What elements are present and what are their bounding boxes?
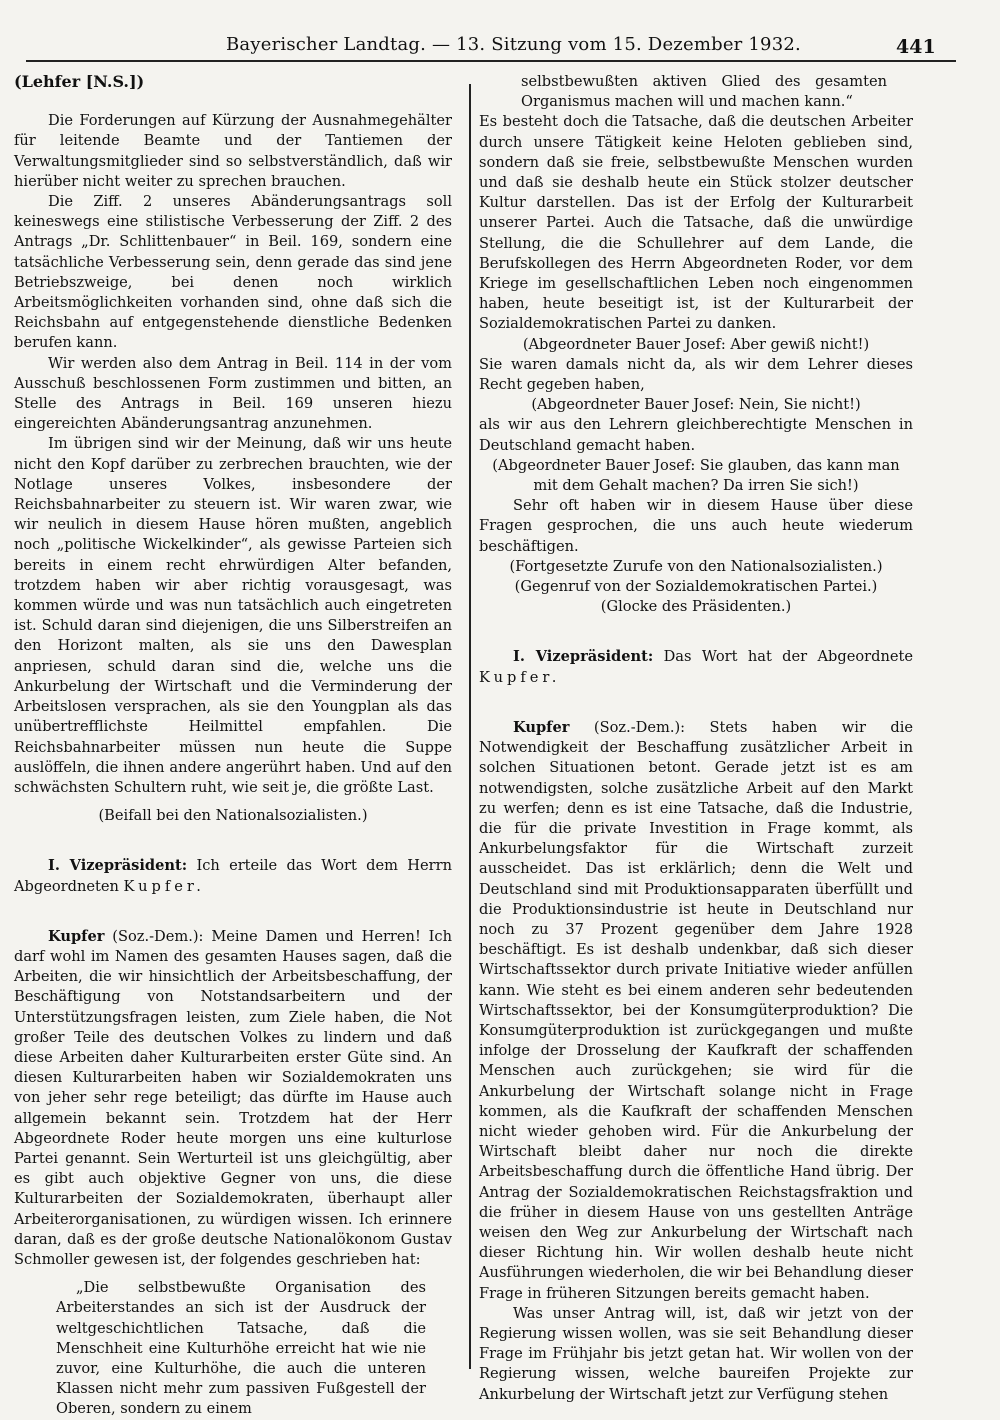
vizepraesident-remark [479, 647, 913, 687]
right-column [479, 72, 913, 1405]
speech-text: Meine Damen und Herren! Ich darf wohl im Namen des gesamten Hauses sagen, daß die Arbeiten, die wir hinsichtlich der Arbeitsbeschaffung, der Beschäftigung von Notstandsarbeitern und der Unterstützungsfragen leisten, zum Ziele haben, die Not großer Teile des deutschen Volkes zu lindern und daß diese Arbeiten daher Kulturarbeiten erster Güte sind. An diesen Kulturarbeiten haben wir Sozialdemokraten uns von jeher sehr rege beteiligt; das dürfte im Hause auch allgemein bekannt sein. Trotzdem hat der Herr Abgeordnete Roder heute morgen uns eine kulturlose Partei genannt. Sein Werturteil ist uns gleichgültig, aber es gibt auch objektive Gegner von uns, die diese Kulturarbeiten der Sozialdemokraten, überhaupt aller Arbeiterorganisationen, zu würdigen wissen. Ich erinnere daran, daß es der große deutsche Nationalökonom Gustav Schmoller gewesen ist, der folgendes geschrieben hat: [14, 927, 452, 1268]
speaker-party: (Soz.-Dem.): [593, 718, 686, 736]
stage-direction: (Gegenruf von der Sozialdemokratischen Partei.) [514, 578, 878, 596]
speech-paragraph [14, 927, 452, 1270]
paragraph: Sehr oft haben wir in diesem Hause über diese Fragen gesprochen, die uns auch heute wiederum beschäftigen. [479, 497, 913, 555]
interjection: (Abgeordneter Bauer Josef: Aber gewiß nicht!) [522, 335, 870, 353]
remark-text: Das Wort hat der Abgeordnete [663, 648, 913, 666]
paragraph: Sie waren damals nicht da, als wir dem Lehrer dieses Recht gegeben haben, [479, 355, 913, 394]
speaker-party: (Soz.-Dem.): [112, 927, 204, 945]
speech-paragraph [479, 718, 913, 1304]
interjection: (Abgeordneter Bauer Josef: Nein, Sie nicht!) [531, 396, 861, 414]
paragraph: Wir werden also dem Antrag in Beil. 114 in der vom Ausschuß beschlossenen Form zustimmen und bitten, an Stelle des Antrags in Beil. 169 unseren hiezu eingereichten Abänderungsantrag anzunehmen. [14, 354, 452, 433]
stage-direction: (Glocke des Präsidenten.) [600, 598, 792, 616]
column-divider [469, 84, 471, 1369]
quotation: „Die selbstbewußte Organisation des Arbeiterstandes an sich ist der Ausdruck der weltgeschichtlichen Tatsache, daß die Menschheit eine Kulturhöhe erreicht hat wie nie zuvor, eine Kulturhöhe, die auch die unteren Klassen nicht mehr zum passiven Fußgestell der Oberen, sondern zu einem [56, 1279, 426, 1418]
page-header [26, 30, 936, 66]
running-title: Bayerischer Landtag. — 13. Sitzung vom 15. Dezember 1932. [226, 34, 801, 55]
left-column [14, 72, 452, 1420]
quotation-continued: selbstbewußten aktiven Glied des gesamten Organismus machen will und machen kann.“ [521, 73, 887, 111]
speaker-name: I. Vizepräsident: [48, 857, 188, 875]
paragraph: Die Forderungen auf Kürzung der Ausnahmegehälter für leitende Beamte und der Tantiemen der Verwaltungsmitglieder sind so selbstverständlich, daß wir hierüber nicht weiter zu sprechen brauchen. [14, 112, 452, 190]
header-rule [26, 60, 956, 62]
paragraph: Was unser Antrag will, ist, daß wir jetzt von der Regierung wissen wollen, was sie seit Behandlung dieser Frage im Frühjahr bis jetzt getan hat. Wir wollen von der Regierung wissen, welche baureifen Projekte zur Ankurbelung der Wirtschaft jetzt zur Verfügung stehen [479, 1304, 913, 1403]
paragraph: Es besteht doch die Tatsache, daß die deutschen Arbeiter durch unsere Tätigkeit keine Heloten geblieben sind, sondern daß sie freie, selbstbewußte Menschen wurden und daß sie deshalb heute ein Stück stolzer deutscher Kultur darstellen. Das ist der Erfolg der Kulturarbeit unserer Partei. Auch die Tatsache, daß die unwürdige Stellung, die die Schullehrer auf dem Lande, die Berufskollegen des Herrn Abgeordneten Roder, vor dem Kriege im gesellschaftlichen Leben noch eingenommen haben, heute beseitigt ist, ist der Kulturarbeit der Sozialdemokratischen Partei zu danken. [479, 113, 913, 333]
addressed-member: Kupfer. [479, 668, 561, 686]
speech-text: Stets haben wir die Notwendigkeit der Beschaffung zusätzlicher Arbeit in solchen Situationen betont. Gerade jetzt ist es am notwendigsten, solche zusätzliche Arbeit auf den Markt zu werfen; denn es ist eine Tatsache, daß die Industrie, die für die private Investition in Frage kommt, als Ankurbelungsfaktor für die Wirtschaft zurzeit ausscheidet. Das ist erklärlich; denn die Welt und Deutschland sind mit Produktionsapparaten überfüllt und die Produktionsindustrie ist heute in Deutschland nur noch zu 37 Prozent gegenüber dem Jahre 1928 beschäftigt. Es ist deshalb undenkbar, daß sich dieser Wirtschaftssektor durch private Initiative wieder anfüllen kann. Wie steht es bei einem anderen sehr bedeutenden Wirtschaftssektor, bei der Konsumgüterproduktion? Die Konsumgüterproduktion ist zurückgegangen und mußte infolge der Drosselung der Kaufkraft der schaffenden Menschen auch zurückgehen; sie wird für die Ankurbelung der Wirtschaft solange nicht in Frage kommen, als die Kaufkraft der schaffenden Menschen nicht wieder gehoben wird. Für die Ankurbelung der Wirtschaft bleibt daher nur noch die direkte Arbeitsbeschaffung durch die öffentliche Hand übrig. Der Antrag der Sozialdemokratischen Reichstagsfraktion und die früher in diesem Hause von uns gestellten Anträge weisen den Weg zur Ankurbelung der Wirtschaft nach dieser Richtung hin. Wir wollen deshalb heute nicht Ausführungen wiederholen, die wir bei Behandlung dieser Frage in früheren Sitzungen bereits gemacht haben. [479, 718, 914, 1302]
remark-text: Ich erteile das Wort dem Herrn Abgeordneten [14, 857, 452, 895]
paragraph: Die Ziff. 2 unseres Abänderungsantrags soll keineswegs eine stilistische Verbesserung der Ziff. 2 des Antrags „Dr. Schlittenbauer“ in Beil. 169, sondern eine tatsächliche Verbesserung sein, denn gerade das sind jene Betriebszweige, bei denen noch wirklich Arbeitsmöglichkeiten vorhanden sind, ohne daß sich die Reichsbahn auf entgegenstehende dienstliche Bedenken berufen kann. [14, 193, 452, 352]
speaker-name: I. Vizepräsident: [513, 648, 654, 666]
page-number: 441 [896, 36, 936, 58]
speaker-label: (Lehfer [N.S.]) [14, 72, 145, 91]
addressed-member: Kupfer. [123, 877, 205, 895]
stage-direction: (Beifall bei den Nationalsozialisten.) [98, 807, 368, 825]
stage-direction: (Fortgesetzte Zurufe von den Nationalsozialisten.) [509, 557, 883, 575]
speaker-name: Kupfer [48, 927, 105, 945]
vizepraesident-remark [14, 856, 452, 896]
paragraph: Im übrigen sind wir der Meinung, daß wir uns heute nicht den Kopf darüber zu zerbrechen brauchten, wie der Notlage unseres Volkes, insbesondere der Reichsbahnarbeiter zu steuern ist. Wir waren zwar, wie wir neulich in diesem Hause hören mußten, angeblich noch „politische Wickelkinder“, als gewisse Parteien sich bereits in einem recht ehrwürdigen Alter befanden, trotzdem haben wir aber richtig vorausgesagt, was kommen würde und was nun tatsächlich auch eingetreten ist. Schuld daran sind diejenigen, die uns Silberstreifen an den Horizont malten, als sie uns den Dawesplan anpriesen, schuld daran sind die, welche uns die Ankurbelung der Wirtschaft und die Verminderung der Arbeitslosen versprachen, als sie den Youngplan als das unübertrefflichste Heilmittel empfahlen. Die Reichsbahnarbeiter müssen nun heute die Suppe auslöffeln, die ihnen andere angerührt haben. Und auf den schwächsten Schultern ruht, wie seit je, die größte Last. [14, 435, 452, 796]
paragraph: als wir aus den Lehrern gleichberechtigte Menschen in Deutschland gemacht haben. [479, 416, 913, 454]
interjection: (Abgeordneter Bauer Josef: Sie glauben, das kann man mit dem Gehalt machen? Da irren Sie sich!) [492, 456, 900, 495]
speaker-name: Kupfer [513, 718, 570, 736]
